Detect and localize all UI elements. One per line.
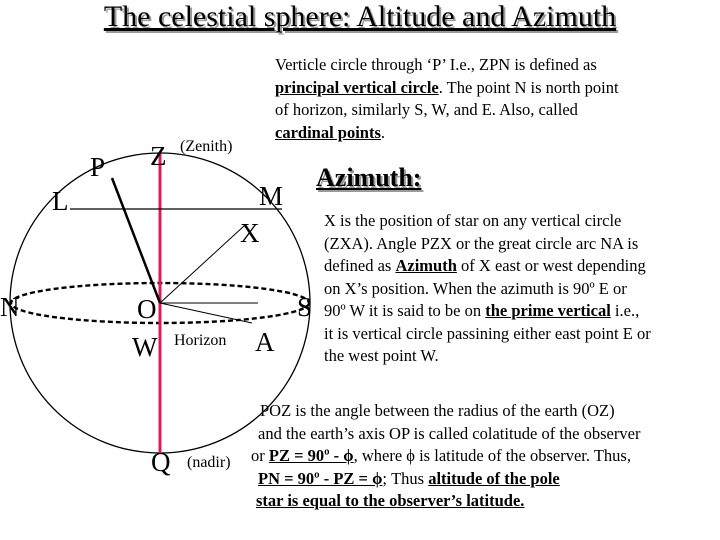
vertical-note-line-3: of horizon, similarly S, W, and E. Also, called: [275, 100, 578, 119]
colatitude-line-2: and the earth’s axis OP is called colatitude of the observer: [258, 423, 641, 443]
colatitude-line-3: [251, 445, 640, 468]
vertical-circle-note: [275, 54, 619, 144]
azimuth-term: Azimuth: [395, 256, 457, 275]
label-L: L: [52, 186, 69, 216]
principal-vertical-circle-term: principal vertical circle: [275, 77, 439, 97]
label-W: W: [132, 332, 158, 362]
label-S: S: [297, 292, 313, 322]
label-M: M: [259, 181, 284, 211]
azimuth-line-7: the west point W.: [324, 346, 439, 365]
star-radius-line-OX: [160, 226, 244, 303]
colatitude-line-4: [251, 468, 640, 491]
azimuth-line-3-end: of X east or west depending: [456, 256, 646, 275]
label-zenith: (Zenith): [180, 138, 233, 155]
vertical-note-line-4-rest: .: [380, 122, 386, 142]
azimuth-line-4: on X’s position. When the azimuth is 90º E or: [324, 278, 627, 298]
prime-vertical-term: the prime vertical: [485, 301, 611, 320]
vertical-note-line-1: Verticle circle through ‘P’ I.e., ZPN is defined as: [275, 55, 597, 74]
azimuth-radius-line-OA: [160, 303, 252, 323]
colatitude-line-3-end: , where ϕ is latitude of the observer. Thus,: [353, 446, 631, 465]
label-Q: Q: [151, 447, 171, 477]
observer-latitude-term: star is equal to the observer’s latitude.: [256, 491, 525, 510]
colatitude-line-5: [251, 490, 640, 513]
label-A: A: [255, 327, 275, 357]
pz-equation: PZ = 90º - ϕ: [268, 446, 354, 465]
colatitude-line-3-start: or: [251, 446, 269, 465]
slide-title: The celestial sphere: Altitude and Azimuth: [103, 0, 617, 33]
vertical-note-line-2: [275, 77, 619, 100]
label-X: X: [240, 218, 260, 248]
label-nadir: (nadir): [187, 454, 231, 471]
colatitude-line-1: POZ is the angle between the radius of the earth (OZ): [260, 401, 615, 420]
cardinal-points-term: cardinal points: [275, 122, 381, 142]
label-N: N: [0, 292, 20, 322]
azimuth-heading: Azimuth:: [316, 163, 422, 192]
azimuth-line-5-end: i.e.,: [610, 301, 640, 320]
azimuth-line-3-start: defined as: [324, 256, 396, 275]
azimuth-line-5-start: 90º W it is said to be on: [324, 301, 486, 320]
vertical-note-line-4: [275, 122, 619, 145]
vertical-note-line-2-rest: . The point N is north point: [438, 77, 619, 97]
azimuth-line-5: [324, 300, 651, 323]
colatitude-paragraph: [251, 400, 640, 513]
azimuth-line-3: [324, 255, 651, 278]
azimuth-paragraph: [324, 210, 651, 368]
azimuth-line-6: it is vertical circle passining either east point E or: [324, 323, 651, 343]
azimuth-line-2: (ZXA). Angle PZX or the great circle arc NA is: [324, 233, 639, 253]
label-P: P: [90, 152, 106, 182]
azimuth-line-1: X is the position of star on any vertical circle: [324, 211, 622, 230]
colatitude-line-4-mid: ; Thus: [382, 468, 429, 488]
label-Z: Z: [150, 141, 167, 171]
altitude-of-pole-term: altitude of the pole: [428, 468, 560, 488]
label-O: O: [137, 294, 157, 324]
label-horizon: Horizon: [174, 332, 227, 349]
pn-equation: PN = 90º - PZ = ϕ: [258, 468, 383, 488]
